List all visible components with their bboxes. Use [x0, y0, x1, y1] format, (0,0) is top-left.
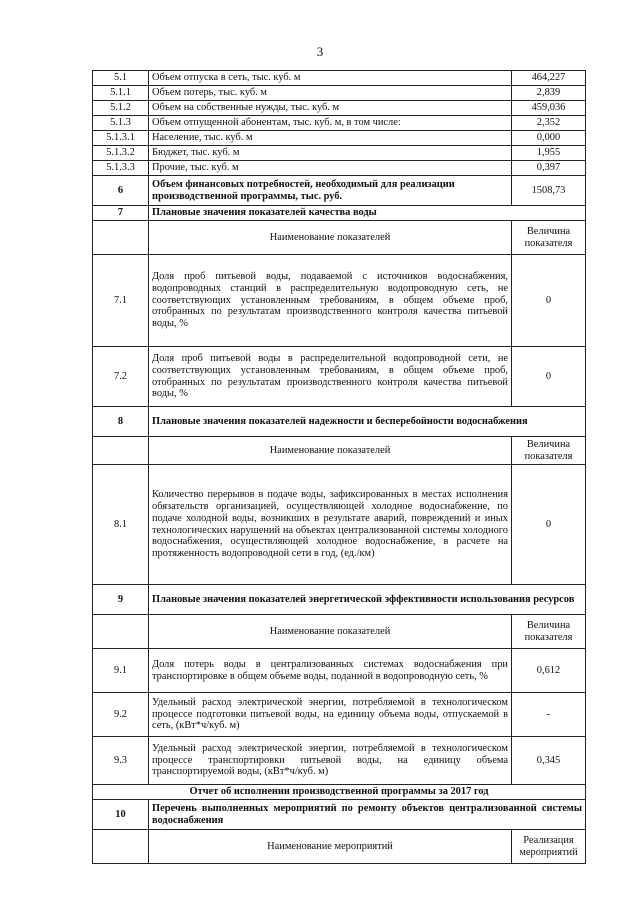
- column-header-value: Величина показателя: [512, 221, 586, 255]
- table-row: [93, 615, 586, 649]
- table-row: [93, 407, 586, 437]
- row-label: Доля проб питьевой воды, подаваемой с источников водоснабжения, водопроводных станций в распределительную водопроводную сеть, не соответствующих установленным требованиям, в общем объеме проб, отобранных по результатам производственного контроля качества питьевой воды, %: [149, 255, 512, 347]
- row-label: Объем на собственные нужды, тыс. куб. м: [149, 101, 512, 116]
- row-label: Объем финансовых потребностей, необходимый для реализации производственной программы, тыс. руб.: [149, 176, 512, 206]
- header-blank: [93, 221, 149, 255]
- program-table: [92, 70, 586, 864]
- row-label: Количество перерывов в подаче воды, зафиксированных в местах исполнения обязательств организацией, осуществляющей холодное водоснабжение, по подаче холодной воды, возникших в результате аварий, повреждений и иных технологических нарушений на объектах централизованной системы холодного водоснабжения, осуществляющей холодное водоснабжение, в расчете на протяженность водопроводной сети в год, (ед./км): [149, 465, 512, 585]
- row-label: Объем потерь, тыс. куб. м: [149, 86, 512, 101]
- row-number: 5.1.1: [93, 86, 149, 101]
- section-title: Плановые значения показателей надежности и бесперебойности водоснабжения: [149, 407, 586, 437]
- table-row: [93, 585, 586, 615]
- table-row: [93, 465, 586, 585]
- column-header-name: Наименование показателей: [149, 437, 512, 465]
- table-row: [93, 176, 586, 206]
- row-number: 5.1: [93, 71, 149, 86]
- row-number: 5.1.3.3: [93, 161, 149, 176]
- table-row: [93, 206, 586, 221]
- table-row: [93, 86, 586, 101]
- row-value: 0: [512, 255, 586, 347]
- table-row: [93, 161, 586, 176]
- row-number: 5.1.3.2: [93, 146, 149, 161]
- table-row: [93, 71, 586, 86]
- row-label: Доля потерь воды в централизованных системах водоснабжения при транспортировке в общем объеме воды, поданной в водопроводную сеть, %: [149, 649, 512, 693]
- row-label: Население, тыс. куб. м: [149, 131, 512, 146]
- table-row: [93, 101, 586, 116]
- row-value: 0,345: [512, 737, 586, 785]
- column-header-value: Реализация мероприятий: [512, 830, 586, 864]
- section-number: 10: [93, 800, 149, 830]
- table-row: [93, 830, 586, 864]
- row-value: 1508,73: [512, 176, 586, 206]
- table-row: [93, 146, 586, 161]
- row-number: 6: [93, 176, 149, 206]
- row-value: 2,352: [512, 116, 586, 131]
- table-row: [93, 437, 586, 465]
- row-number: 7.1: [93, 255, 149, 347]
- section-number: 8: [93, 407, 149, 437]
- row-label: Удельный расход электрической энергии, потребляемой в технологическом процессе транспортировки питьевой воды, на единицу объема транспортируемой воды, (кВт*ч/куб. м): [149, 737, 512, 785]
- column-header-value: Величина показателя: [512, 615, 586, 649]
- row-number: 7.2: [93, 347, 149, 407]
- row-value: 464,227: [512, 71, 586, 86]
- row-value: 1,955: [512, 146, 586, 161]
- table-row: [93, 649, 586, 693]
- row-value: 0,000: [512, 131, 586, 146]
- header-blank: [93, 615, 149, 649]
- column-header-value: Величина показателя: [512, 437, 586, 465]
- column-header-name: Наименование показателей: [149, 615, 512, 649]
- row-number: 8.1: [93, 465, 149, 585]
- section-number: 9: [93, 585, 149, 615]
- row-label: Удельный расход электрической энергии, потребляемой в технологическом процессе подготовки питьевой воды, на единицу объема воды, отпускаемой в сеть, (кВт*ч/куб. м): [149, 693, 512, 737]
- row-number: 5.1.3.1: [93, 131, 149, 146]
- row-value: 0,397: [512, 161, 586, 176]
- table-row: [93, 131, 586, 146]
- row-value: 0: [512, 347, 586, 407]
- row-label: Доля проб питьевой воды в распределительной водопроводной сети, не соответствующих установленным требованиям, в общем объеме проб, отобранных по результатам производственного контроля качества питьевой воды, %: [149, 347, 512, 407]
- row-value: 0,612: [512, 649, 586, 693]
- table-row: [93, 255, 586, 347]
- column-header-name: Наименование мероприятий: [149, 830, 512, 864]
- row-label: Прочие, тыс. куб. м: [149, 161, 512, 176]
- row-number: 9.2: [93, 693, 149, 737]
- row-value: 2,839: [512, 86, 586, 101]
- table-row: [93, 116, 586, 131]
- table-row: [93, 693, 586, 737]
- column-header-name: Наименование показателей: [149, 221, 512, 255]
- row-number: 9.3: [93, 737, 149, 785]
- table-row: [93, 347, 586, 407]
- page-number: 3: [316, 44, 324, 59]
- row-value: 0: [512, 465, 586, 585]
- table-row: [93, 221, 586, 255]
- report-title: Отчет об исполнении производственной программы за 2017 год: [93, 785, 586, 800]
- section-title: Плановые значения показателей энергетической эффективности использования ресурсов: [149, 585, 586, 615]
- header-blank: [93, 437, 149, 465]
- table-row: [93, 785, 586, 800]
- section-number: 7: [93, 206, 149, 221]
- table-row: [93, 737, 586, 785]
- section-title: Перечень выполненных мероприятий по ремонту объектов централизованной системы водоснабжения: [149, 800, 586, 830]
- row-value: 459,036: [512, 101, 586, 116]
- row-label: Объем отпуска в сеть, тыс. куб. м: [149, 71, 512, 86]
- row-value: -: [512, 693, 586, 737]
- table-row: [93, 800, 586, 830]
- row-label: Объем отпущенной абонентам, тыс. куб. м, в том числе:: [149, 116, 512, 131]
- header-blank: [93, 830, 149, 864]
- row-number: 9.1: [93, 649, 149, 693]
- row-number: 5.1.2: [93, 101, 149, 116]
- row-label: Бюджет, тыс. куб. м: [149, 146, 512, 161]
- row-number: 5.1.3: [93, 116, 149, 131]
- section-title: Плановые значения показателей качества воды: [149, 206, 586, 221]
